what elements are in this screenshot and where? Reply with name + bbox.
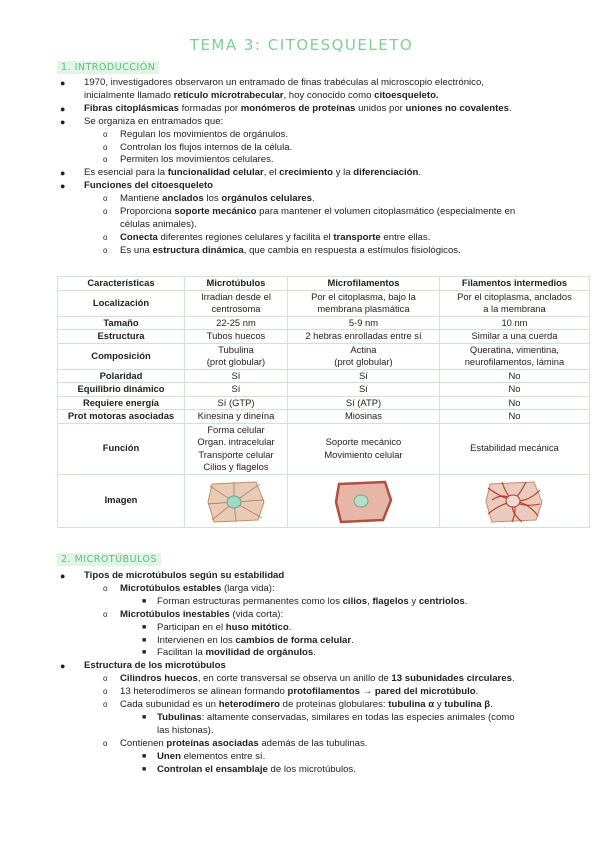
list-item-text: , hoy conocido como [283, 89, 375, 101]
bullet-icon: o [103, 609, 108, 619]
section-heading-introduccion: 1. INTRODUCCIÓN [57, 61, 159, 74]
table-row [58, 316, 590, 330]
list-item-text: cambios de forma celular [235, 634, 352, 646]
table-row-label: Estructura [58, 330, 185, 344]
table-row-label: Composición [58, 343, 185, 369]
list-item-text: Funciones del citoesqueleto [84, 180, 214, 192]
table-row [58, 383, 590, 397]
list-item-text: protofilamentos → pared del microtúbulo [287, 686, 476, 698]
bullet-icon: ■ [142, 765, 147, 773]
list-item-text: tubulina α [388, 699, 435, 710]
list-item-text: movilidad de orgánulos [205, 647, 314, 659]
table-row [58, 330, 590, 344]
list-item [103, 582, 275, 596]
bullet-icon: ■ [142, 623, 147, 631]
list-item [142, 595, 468, 609]
bullet-icon: ● [60, 116, 66, 127]
list-item-text: Tipos de microtúbulos según su estabilidad [84, 570, 285, 581]
list-item [142, 634, 354, 648]
table-cell: Sí (GTP) [185, 396, 288, 410]
list-item [60, 180, 214, 193]
intermediate-filament-cell-image [439, 474, 589, 527]
table-row-label: Localización [58, 290, 185, 316]
list-item-text: Cilindros huecos [120, 673, 198, 685]
list-item-text: . [508, 102, 512, 114]
list-item-text: huso mitótico [225, 621, 289, 633]
bullet-icon: ■ [142, 752, 147, 760]
table-row [58, 423, 590, 474]
list-item-text: , [367, 595, 373, 607]
list-item [103, 231, 431, 245]
bullet-icon: o [103, 700, 108, 709]
page-title: TEMA 3: CITOESQUELETO [189, 36, 414, 54]
list-item-text: las histonas). [157, 724, 214, 736]
list-item-text: y [434, 699, 445, 710]
table-header: Filamentos intermedios [439, 277, 589, 291]
bullet-icon: o [103, 674, 108, 684]
list-item-text: . [288, 621, 292, 633]
list-item-text: , el [263, 167, 280, 179]
bullet-icon: o [103, 232, 108, 242]
list-item-text: Facilitan la [157, 647, 206, 659]
list-item-text: anclados [162, 193, 204, 205]
table-header: Microfilamentos [287, 277, 439, 291]
list-item-text: de los microtúbulos. [267, 763, 356, 775]
list-item-text: , en corte transversal se observa un anillo de [197, 673, 392, 685]
list-item-text: . [311, 193, 315, 205]
bullet-icon: ● [60, 168, 66, 179]
table-cell: Sí [185, 369, 288, 383]
table-cell: Miosinas [287, 410, 439, 424]
list-item-text: proteínas asociadas [166, 737, 259, 749]
list-item-text: Contienen [120, 737, 167, 749]
list-item-text: unidos por [355, 102, 406, 114]
list-item-text: . [464, 595, 468, 607]
table-cell: Irradian desde el centrosoma [185, 290, 288, 316]
bullet-icon: o [103, 687, 108, 697]
list-item [103, 699, 493, 712]
table-header: Microtúbulos [185, 277, 288, 291]
bullet-icon: ■ [142, 597, 147, 605]
list-item [103, 737, 368, 751]
list-item-text: para mantener el volumen citoplasmático (especialmente en [256, 206, 516, 217]
list-item-text: Se organiza en entramados que: [84, 115, 224, 127]
list-item-text: transporte [333, 231, 381, 243]
table-row [58, 343, 590, 369]
table-header: Características [58, 277, 185, 291]
table-cell: Sí [185, 383, 288, 397]
list-item [103, 608, 284, 622]
list-item-text: heterodímero [218, 699, 280, 710]
bullet-icon: o [103, 738, 108, 748]
list-item [103, 141, 293, 155]
list-item-text: diferentes regiones celulares y facilita el [157, 231, 334, 243]
list-item [142, 621, 292, 635]
list-item [103, 154, 274, 167]
microtubule-cell-image [185, 474, 288, 527]
bullet-icon: ■ [142, 713, 147, 721]
list-item [103, 244, 461, 258]
list-item-text: Mantiene [120, 193, 163, 205]
list-item-text: Controlan el ensamblaje [157, 763, 268, 775]
bullet-icon: ● [60, 103, 66, 114]
bullet-icon: ● [60, 571, 66, 581]
list-item [60, 167, 422, 180]
table-cell: Sí [287, 369, 439, 383]
list-item-text: Participan en el [157, 621, 226, 633]
comparison-table [57, 276, 590, 528]
bullet-icon: ● [60, 661, 66, 672]
list-item [103, 193, 315, 206]
list-item-text: Es esencial para la [84, 167, 168, 179]
bullet-icon: o [103, 194, 108, 204]
bullet-icon: o [103, 583, 108, 593]
list-item-text: Regulan los movimientos de orgánulos. [120, 128, 288, 140]
list-item [142, 750, 266, 764]
bullet-icon: o [103, 207, 108, 216]
list-item-text: Forman estructuras permanentes como los [157, 595, 343, 607]
list-item-text: : altamente conservadas, similares en todas las especies animales (como [201, 711, 515, 723]
list-item [103, 128, 288, 142]
table-row-label: Función [58, 423, 185, 474]
list-item-text: y [408, 595, 419, 607]
list-item-text: (larga vida): [221, 582, 275, 594]
list-item [157, 725, 214, 738]
list-item-text: estructura dinámica [152, 244, 244, 256]
table-cell: Forma celular Organ. intracelular Transporte celular Cilios y flagelos [185, 423, 288, 474]
table-cell: 2 hebras enrolladas entre sí [287, 330, 439, 344]
list-item-text: 13 subunidades circulares [391, 673, 512, 685]
table-cell: Sí (ATP) [287, 396, 439, 410]
list-item-text: . [313, 647, 316, 659]
list-item-text: células animales). [120, 218, 197, 230]
list-item [142, 711, 515, 725]
section-heading-microtubulos: 2. MICROTÚBULOS [57, 553, 161, 566]
list-item [60, 77, 484, 90]
table-cell: 5-9 nm [287, 316, 439, 330]
list-item-text: inicialmente llamado [84, 89, 174, 101]
list-item-text: centriolos [418, 595, 465, 607]
table-cell: 22-25 nm [185, 316, 288, 330]
bullet-icon: o [103, 245, 108, 255]
bullet-icon: o [103, 129, 108, 139]
table-cell: No [439, 396, 589, 410]
list-item-text: Unen [157, 750, 181, 762]
list-item-text: Estructura de los microtúbulos [84, 660, 226, 672]
table-cell: No [439, 410, 589, 424]
list-item-text: . [418, 167, 422, 179]
list-item-text: Cada subunidad es un [120, 699, 219, 710]
table-cell: Por el citoplasma, anclados a la membrana [439, 290, 589, 316]
bullet-icon: ● [60, 78, 66, 88]
list-item-text: uniones no covalentes [405, 102, 509, 114]
table-row-label: Tamaño [58, 316, 185, 330]
table-cell: Tubos huecos [185, 330, 288, 344]
table-cell: Por el citoplasma, bajo la membrana plasmática [287, 290, 439, 316]
list-item-text: y la [333, 167, 354, 179]
table-row-label: Imagen [58, 474, 185, 527]
list-item-text: 13 heterodímeros se alinean formando [120, 686, 288, 698]
list-item [142, 763, 356, 777]
list-item-text: Conecta [120, 231, 158, 243]
list-item-text: Microtúbulos inestables [120, 608, 230, 620]
list-item [60, 102, 512, 116]
table-row-label: Requiere energía [58, 396, 185, 410]
list-item [60, 660, 226, 673]
list-item-text: funcionalidad celular [167, 167, 264, 179]
list-item-text: , que cambia en respuesta a estímulos fisiológicos. [243, 244, 461, 256]
bullet-icon: ● [60, 181, 66, 192]
bullet-icon: o [103, 155, 108, 165]
list-item-text: Tubulinas [157, 711, 202, 723]
list-item-text: (vida corta): [229, 608, 284, 620]
list-item-text: . [511, 673, 515, 685]
list-item-text: soporte mecánico [174, 206, 257, 217]
list-item [103, 206, 516, 219]
list-item-text: Intervienen en los [157, 634, 236, 646]
list-item-text: retículo microtrabecular [173, 89, 284, 101]
list-item-text: entre ellas. [380, 231, 431, 243]
bullet-icon: ■ [142, 649, 147, 657]
table-cell: Similar a una cuerda [439, 330, 589, 344]
table-cell: No [439, 369, 589, 383]
list-item [84, 90, 439, 103]
table-row [58, 369, 590, 383]
table-cell: Kinesina y dineína [185, 410, 288, 424]
list-item-text: formadas por [178, 102, 241, 114]
list-item-text: orgánulos celulares [221, 193, 312, 205]
list-item [60, 570, 285, 583]
table-cell: Estabilidad mecánica [439, 423, 589, 474]
microfilament-cell-image [287, 474, 439, 527]
table-header-row [58, 277, 590, 291]
table-cell: Actina (prot globular) [287, 343, 439, 369]
bullet-icon: ■ [142, 636, 147, 644]
table-row [58, 290, 590, 316]
list-item [103, 673, 515, 686]
list-item-text: Es una [120, 244, 153, 256]
list-item-text: además de las tubulinas. [258, 737, 368, 749]
table-cell: 10 nm [439, 316, 589, 330]
list-item-text: tubulina β [444, 699, 491, 710]
table-cell: Tubulina (prot globular) [185, 343, 288, 369]
list-item-text: de proteínas globulares: [280, 699, 389, 710]
list-item-text: monómeros de proteínas [240, 102, 356, 114]
list-item-text: elementos entre sí. [180, 750, 266, 762]
list-item-text: . [475, 686, 479, 698]
list-item-text: Fibras citoplásmicas [84, 102, 179, 114]
list-item-text: flagelos [372, 595, 409, 607]
list-item-text: . [490, 699, 493, 710]
table-row-label: Prot motoras asociadas [58, 410, 185, 424]
list-item-text: 1970, investigadores observaron un entramado de finas trabéculas al microscopio electrónico, [84, 77, 484, 88]
table-row-label: Equilibrio dinámico [58, 383, 185, 397]
table-cell: Soporte mecánico Movimiento celular [287, 423, 439, 474]
list-item [142, 647, 316, 660]
table-row [58, 410, 590, 424]
table-row-label: Polaridad [58, 369, 185, 383]
table-cell: No [439, 383, 589, 397]
table-row [58, 396, 590, 410]
list-item-text: citoesqueleto. [374, 89, 439, 101]
list-item-text: Controlan los flujos internos de la célula. [120, 141, 293, 153]
list-item [103, 686, 479, 699]
table-row-imagen [58, 474, 590, 527]
list-item-text: Microtúbulos estables [120, 582, 222, 594]
list-item-text: los [203, 193, 222, 205]
list-item [120, 219, 197, 232]
list-item-text: Permiten los movimientos celulares. [120, 154, 274, 166]
table-cell: Sí [287, 383, 439, 397]
table-cell: Queratina, vimentina, neurofilamentos, lámina [439, 343, 589, 369]
list-item-text: cilios [342, 595, 368, 607]
list-item [60, 115, 224, 129]
list-item-text: Proporciona [120, 206, 175, 217]
list-item-text: . [351, 634, 354, 646]
list-item-text: crecimiento [279, 167, 334, 179]
list-item-text: diferenciación [353, 167, 419, 179]
bullet-icon: o [103, 142, 108, 152]
